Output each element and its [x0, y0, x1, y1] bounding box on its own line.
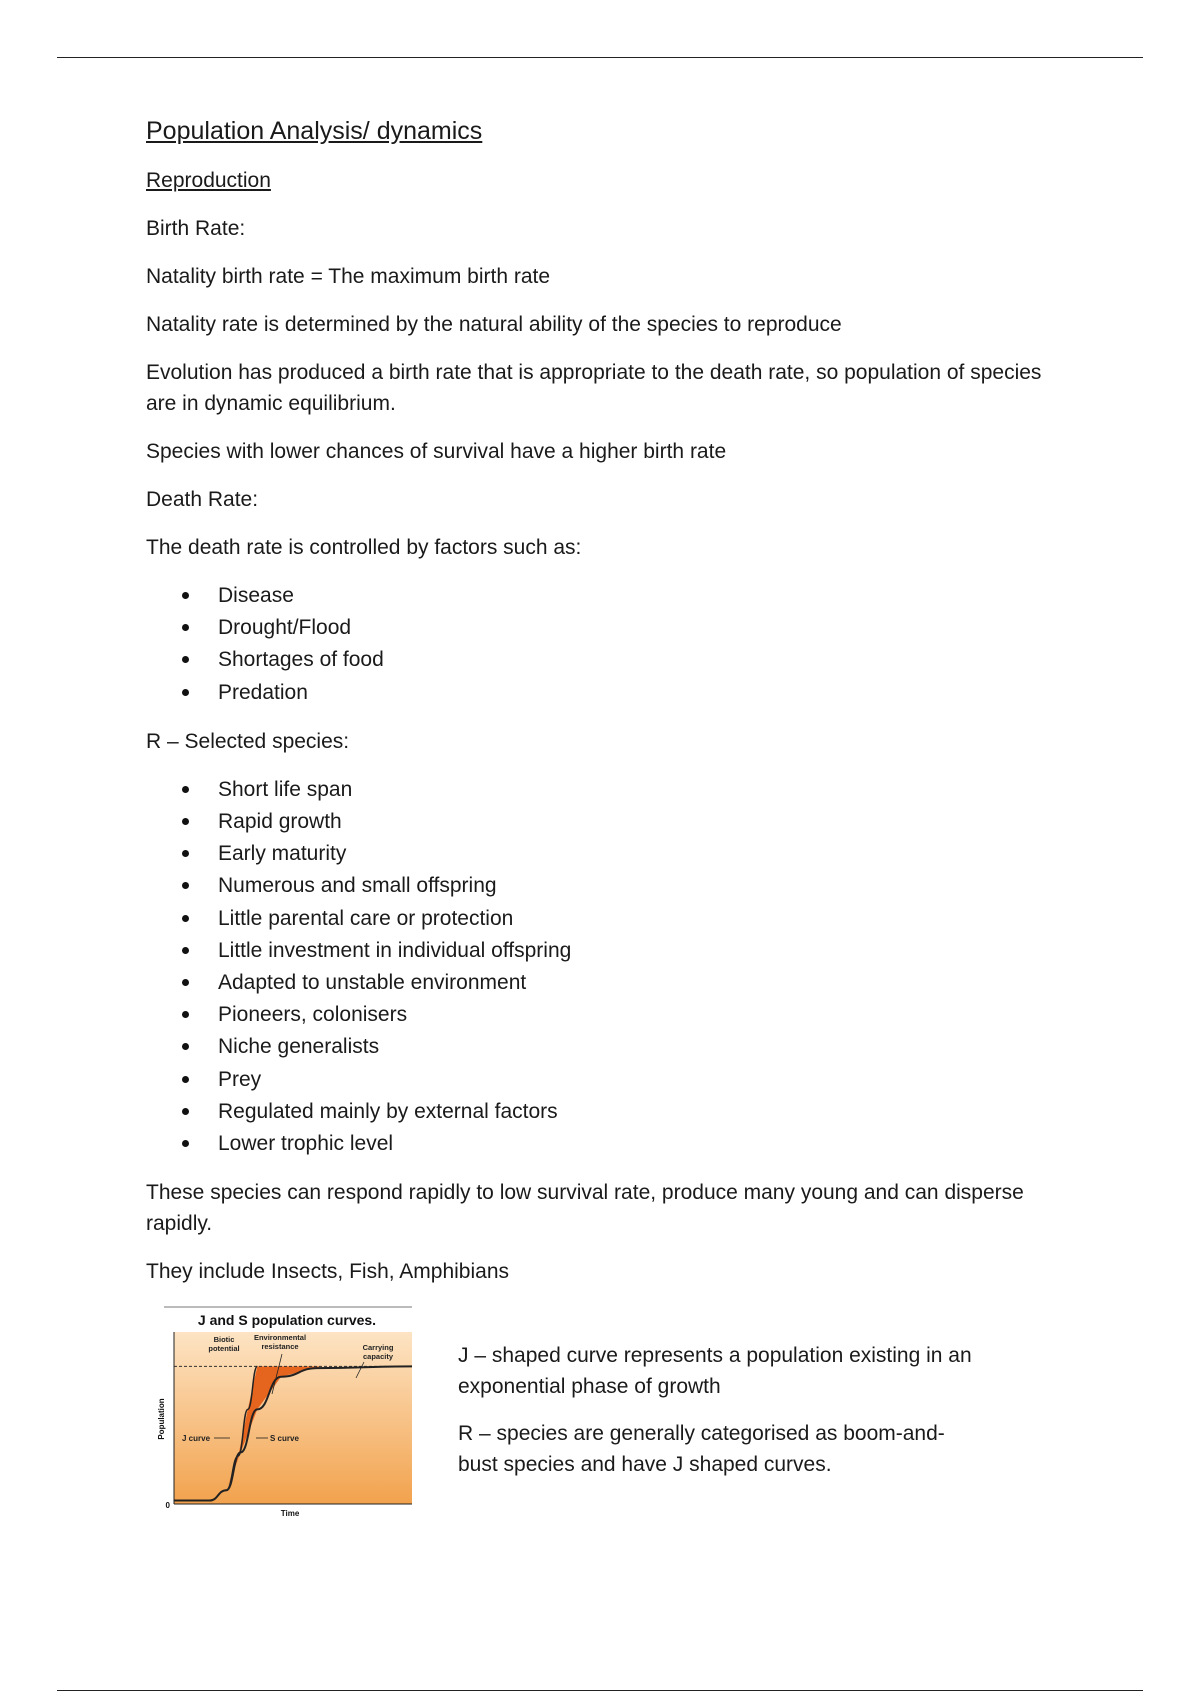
list-item: Short life span	[146, 774, 1046, 806]
list-item: Numerous and small offspring	[146, 870, 1046, 902]
list-item: Disease	[146, 580, 1046, 612]
section-heading: Reproduction	[146, 169, 271, 192]
r-selected-label: R – Selected species:	[146, 729, 350, 753]
birth-rate-label: Birth Rate:	[146, 217, 246, 240]
r-traits-list	[146, 774, 1046, 1160]
death-rate-intro: The death rate is controlled by factors such as:	[146, 536, 582, 559]
list-item: Rapid growth	[146, 806, 1046, 838]
document-body	[146, 114, 1046, 1534]
include-line: They include Insects, Fish, Amphibians	[146, 1260, 510, 1284]
list-item: Regulated mainly by external factors	[146, 1096, 1046, 1128]
j-curve-label: J curve	[182, 1434, 211, 1444]
population-curve-chart	[152, 1304, 422, 1534]
footer-rule	[57, 1690, 1143, 1691]
chart-header-strip	[164, 1306, 412, 1308]
list-item: Shortages of food	[146, 644, 1046, 676]
environmental-resistance-label: Environmental resistance	[253, 1333, 307, 1352]
figure-row	[146, 1304, 1046, 1534]
natality-line: Natality birth rate = The maximum birth rate	[146, 265, 551, 288]
list-item: Little investment in individual offspring	[146, 935, 1046, 967]
death-rate-label: Death Rate:	[146, 488, 259, 511]
lower-chances-line: Species with lower chances of survival have a higher birth rate	[146, 440, 727, 463]
list-item: Lower trophic level	[146, 1128, 1046, 1160]
header-rule	[57, 57, 1143, 58]
death-factors-list	[146, 580, 1046, 709]
chart-title: J and S population curves.	[197, 1312, 377, 1329]
biotic-potential-label: Biotic potential	[208, 1335, 240, 1354]
y-origin-label: 0	[165, 1501, 170, 1511]
natality-determined: Natality rate is determined by the natural ability of the species to reproduce	[146, 313, 842, 336]
list-item: Niche generalists	[146, 1031, 1046, 1063]
list-item: Adapted to unstable environment	[146, 967, 1046, 999]
list-item: Prey	[146, 1064, 1046, 1096]
j-curve-description: J – shaped curve represents a population existing in an exponential phase of growth	[458, 1344, 972, 1399]
y-axis-label: Population	[157, 1398, 166, 1440]
carrying-capacity-label: Carrying capacity	[362, 1343, 394, 1362]
list-item: Predation	[146, 677, 1046, 709]
page-title: Population Analysis/ dynamics	[146, 117, 483, 145]
chart-caption	[458, 1340, 978, 1496]
respond-paragraph: These species can respond rapidly to low survival rate, produce many young and can disperse rapidly.	[146, 1181, 1024, 1236]
evolution-paragraph: Evolution has produced a birth rate that is appropriate to the death rate, so population of species are in dynamic equilibrium.	[146, 361, 1042, 415]
list-item: Drought/Flood	[146, 612, 1046, 644]
list-item: Early maturity	[146, 838, 1046, 870]
chart-svg	[152, 1304, 422, 1534]
s-curve-label: S curve	[270, 1434, 299, 1444]
boom-bust-description: R – species are generally categorised as boom-and-bust species and have J shaped curves.	[458, 1422, 945, 1477]
list-item: Pioneers, colonisers	[146, 999, 1046, 1031]
list-item: Little parental care or protection	[146, 903, 1046, 935]
x-axis-label: Time	[280, 1509, 300, 1519]
